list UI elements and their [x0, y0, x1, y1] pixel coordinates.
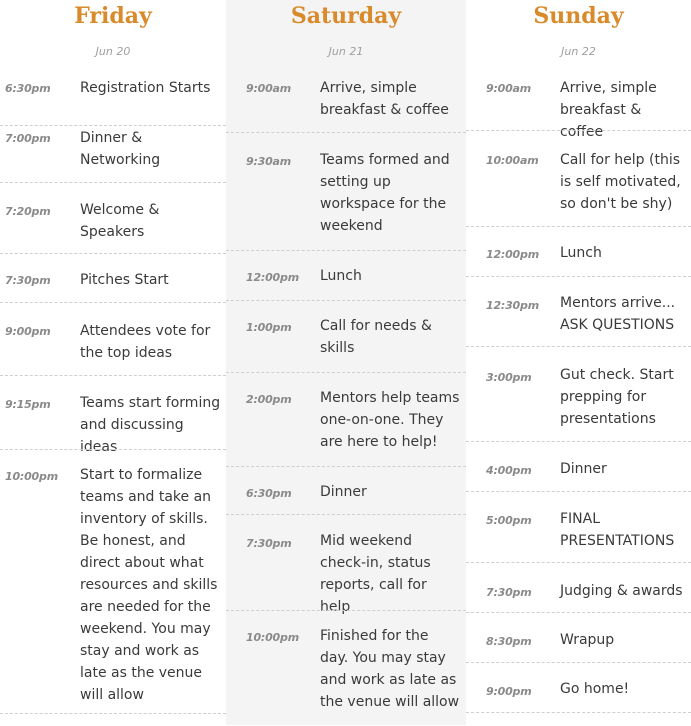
- schedule-row: [466, 276, 691, 347]
- schedule-row-end: [0, 713, 226, 725]
- event-text: Call for help (this is self motivated, so don't be shy): [560, 152, 681, 212]
- event-time: 9:30am: [246, 155, 292, 168]
- schedule-row: [466, 346, 691, 442]
- event-time: 10:00am: [486, 154, 539, 167]
- event-text: Mid weekend check-in, status reports, call for help: [320, 533, 431, 615]
- event-time: 8:30pm: [486, 635, 532, 648]
- schedule-row-end: [466, 712, 691, 725]
- event-time: 5:00pm: [486, 514, 532, 527]
- event-time: 7:30pm: [246, 537, 292, 550]
- event-time: 12:30pm: [486, 299, 539, 312]
- event-text: Mentors arrive... ASK QUESTIONS: [560, 295, 676, 333]
- event-text: Judging & awards: [560, 583, 683, 599]
- schedule-row: [0, 302, 226, 376]
- event-text: Arrive, simple breakfast & coffee: [320, 80, 449, 118]
- schedule-row: [0, 182, 226, 254]
- event-time: 4:00pm: [486, 464, 532, 477]
- schedule-row: [226, 75, 466, 132]
- event-text: Arrive, simple breakfast & coffee: [560, 80, 657, 140]
- schedule-row: [0, 125, 226, 183]
- event-text: Teams start forming and discussing ideas: [80, 395, 221, 455]
- day-date: Jun 21: [328, 45, 364, 58]
- event-time: 7:20pm: [5, 205, 51, 218]
- event-time: 7:30pm: [486, 586, 532, 599]
- schedule-row: [226, 466, 466, 515]
- schedule-row: [0, 253, 226, 303]
- event-time: 12:00pm: [246, 271, 299, 284]
- event-text: Lunch: [320, 268, 362, 284]
- schedule-row: [466, 130, 691, 227]
- event-text: Welcome & Speakers: [80, 202, 160, 240]
- schedule-row: [466, 662, 691, 713]
- event-time: 3:00pm: [486, 371, 532, 384]
- event-time: 7:00pm: [5, 132, 51, 145]
- schedule-row: [0, 375, 226, 455]
- event-text: Mentors help teams one-on-one. They are here to help!: [320, 390, 460, 450]
- event-text: Teams formed and setting up workspace for the weekend: [320, 152, 450, 234]
- event-text: Dinner & Networking: [80, 130, 161, 168]
- day-column-friday: [0, 0, 226, 725]
- event-time: 6:30pm: [5, 82, 51, 95]
- day-date: Jun 22: [561, 45, 596, 58]
- event-time: 9:00pm: [5, 325, 51, 338]
- day-title: Friday: [74, 3, 152, 29]
- event-text: Dinner: [320, 484, 367, 500]
- event-text: Attendees vote for the top ideas: [80, 323, 211, 361]
- schedule-row: [466, 75, 691, 140]
- event-time: 7:30pm: [5, 274, 51, 287]
- day-title: Sunday: [533, 3, 624, 29]
- event-text: Lunch: [560, 245, 602, 261]
- event-text: Go home!: [560, 681, 630, 697]
- event-text: Registration Starts: [80, 80, 211, 96]
- schedule-row: [226, 610, 466, 726]
- schedule-row: [466, 491, 691, 563]
- schedule-row: [466, 441, 691, 492]
- event-time: 10:00pm: [246, 631, 299, 644]
- schedule-row: [0, 449, 226, 714]
- schedule-row: [226, 300, 466, 373]
- schedule-row: [466, 562, 691, 613]
- event-time: 9:15pm: [5, 398, 51, 411]
- event-text: Pitches Start: [80, 272, 169, 288]
- schedule-row: [466, 226, 691, 277]
- day-date: Jun 20: [95, 45, 131, 58]
- day-column-saturday: [226, 0, 466, 725]
- event-text: Finished for the day. You may stay and work as late as the venue will allow: [320, 628, 460, 710]
- schedule-row: [466, 612, 691, 663]
- event-time: 2:00pm: [246, 393, 292, 406]
- day-column-sunday: [466, 0, 691, 725]
- schedule-row: [226, 514, 466, 615]
- event-time: 1:00pm: [246, 321, 292, 334]
- event-text: Call for needs & skills: [320, 318, 432, 356]
- event-text: Dinner: [560, 461, 607, 477]
- event-text: Wrapup: [560, 632, 615, 648]
- event-text: Gut check. Start prepping for presentations: [560, 367, 674, 427]
- schedule-row: [226, 372, 466, 467]
- event-time: 6:30pm: [246, 487, 292, 500]
- event-text: FINAL PRESENTATIONS: [560, 511, 675, 549]
- event-time: 10:00pm: [5, 470, 58, 483]
- event-time: 12:00pm: [486, 248, 539, 261]
- schedule-row: [226, 132, 466, 251]
- event-time: 9:00am: [486, 82, 532, 95]
- event-time: 9:00am: [246, 82, 292, 95]
- day-title: Saturday: [290, 3, 402, 29]
- schedule-row: [0, 75, 226, 125]
- schedule-row: [226, 250, 466, 301]
- event-text: Start to formalize teams and take an inventory of skills. Be honest, and direct about what resources and skills are needed for the weekend. You may stay and work as late as the venue will allow: [80, 467, 218, 703]
- event-time: 9:00pm: [486, 685, 532, 698]
